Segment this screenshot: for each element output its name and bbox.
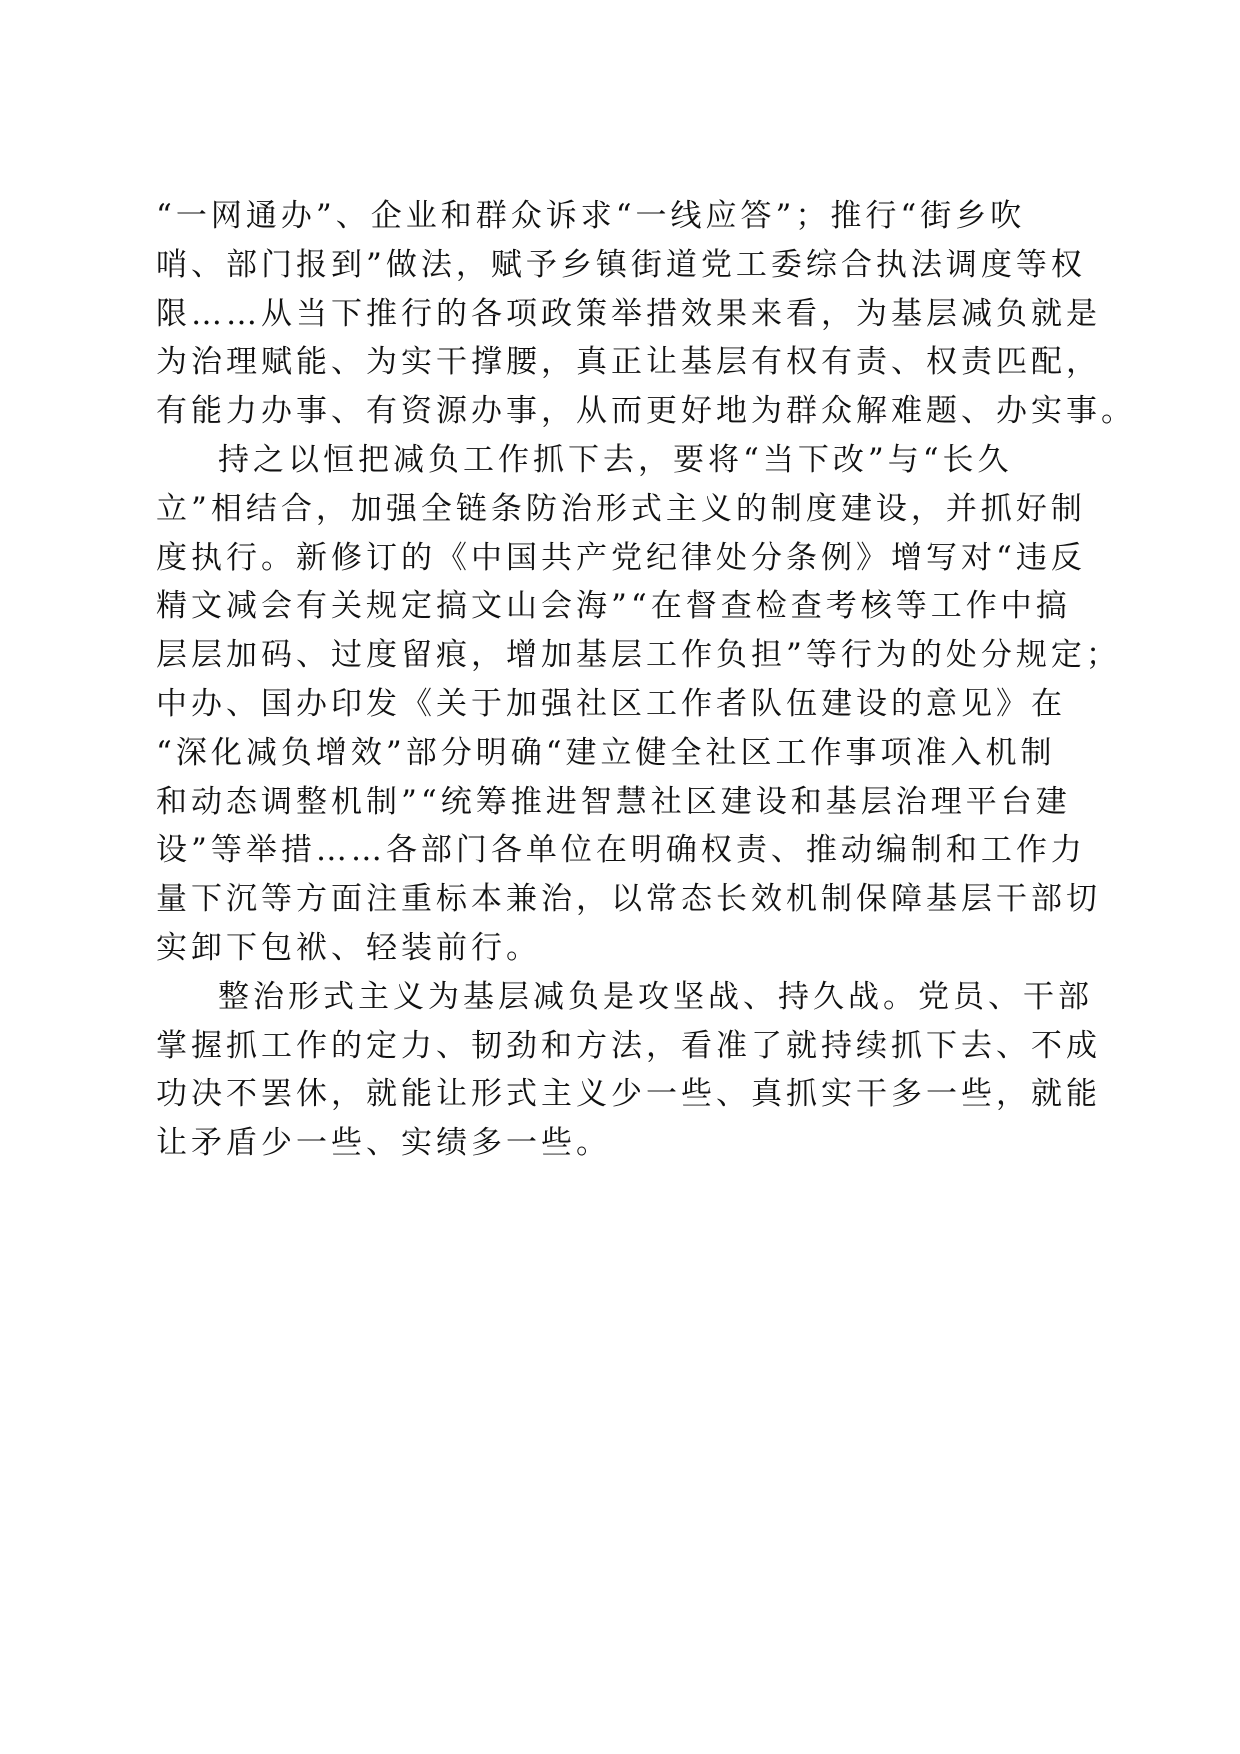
paragraph-3 [156, 973, 1101, 1168]
text-line: 功决不罢休，就能让形式主义少一些、真抓实干多一些，就能 [156, 1076, 1101, 1113]
text-line: 精文减会有关规定搞文山会海”“在督查检查考核等工作中搞 [156, 588, 1071, 625]
paragraph-2 [156, 436, 1121, 973]
text-line: 量下沉等方面注重标本兼治，以常态长效机制保障基层干部切 [156, 881, 1101, 918]
text-line: 中办、国办印发《关于加强社区工作者队伍建设的意见》在 [156, 685, 1066, 722]
text-line: 实卸下包袱、轻装前行。 [156, 929, 541, 966]
text-line: 立”相结合，加强全链条防治形式主义的制度建设，并抓好制 [156, 490, 1086, 527]
text-line: 限……从当下推行的各项政策举措效果来看，为基层减负就是 [156, 295, 1101, 332]
text-line: 为治理赋能、为实干撑腰，真正让基层有权有责、权责匹配， [156, 344, 1101, 381]
text-line-first: 持之以恒把减负工作抓下去，要将“当下改”与“长久 [218, 441, 1013, 478]
text-line: 设”等举措……各部门各单位在明确权责、推动编制和工作力 [156, 832, 1086, 869]
text-line: 掌握抓工作的定力、韧劲和方法，看准了就持续抓下去、不成 [156, 1027, 1101, 1064]
text-line: 层层加码、过度留痕，增加基层工作负担”等行为的处分规定； [156, 637, 1121, 674]
text-line: “深化减负增效”部分明确“建立健全社区工作事项准入机制 [156, 734, 1056, 771]
text-line: “一网通办”、企业和群众诉求“一线应答”；推行“街乡吹 [156, 198, 1026, 234]
text-line: 度执行。新修订的《中国共产党纪律处分条例》增写对“违反 [156, 539, 1086, 576]
text-line: 哨、部门报到”做法，赋予乡镇街道党工委综合执法调度等权 [156, 246, 1086, 283]
paragraph-1 [156, 192, 1136, 436]
text-line: 有能力办事、有资源办事，从而更好地为群众解难题、办实事。 [156, 393, 1136, 430]
text-line: 让矛盾少一些、实绩多一些。 [156, 1125, 611, 1162]
text-line-first: 整治形式主义为基层减负是攻坚战、持久战。党员、干部 [218, 978, 1093, 1015]
text-line: 和动态调整机制”“统筹推进智慧社区建设和基层治理平台建 [156, 783, 1071, 820]
body-text [156, 192, 1136, 1168]
